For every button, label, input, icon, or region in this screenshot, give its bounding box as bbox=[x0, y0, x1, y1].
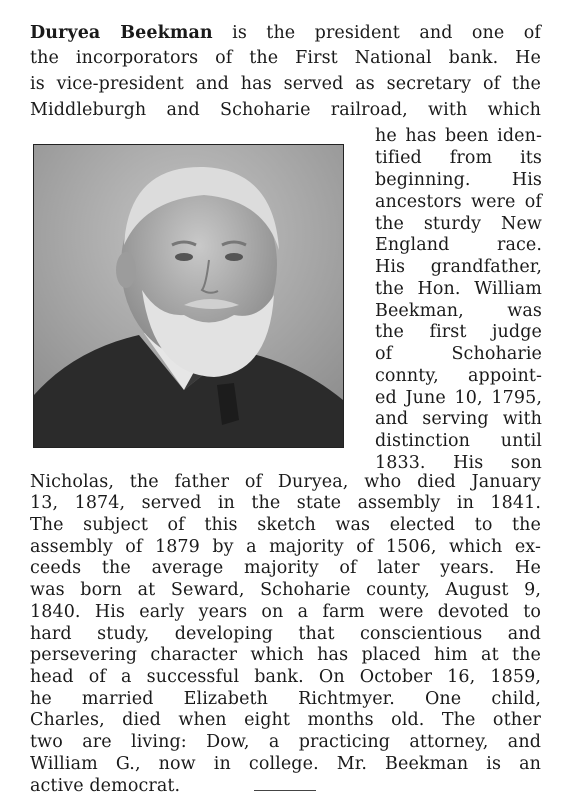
text-line-bottom-3: The subject of this sketch was elected to the bbox=[30, 515, 541, 535]
text-line-1-rest: is the president and one of bbox=[212, 23, 541, 43]
portrait-photo bbox=[33, 144, 344, 448]
side-text-line-9: Beekman, was bbox=[375, 301, 542, 321]
text-line-1 bbox=[30, 22, 541, 44]
text-line-bottom-10: head of a successful bank. On October 16, 1859, bbox=[30, 667, 541, 687]
side-text-line-5: the sturdy New bbox=[375, 214, 542, 234]
text-line-bottom-4: assembly of 1879 by a majority of 1506, which ex- bbox=[30, 537, 541, 557]
text-line-bottom-7: 1840. His early years on a farm were devoted to bbox=[30, 602, 541, 622]
side-text-line-16: 1833. His son bbox=[375, 453, 542, 473]
side-text-line-11: of Schoharie bbox=[375, 344, 542, 364]
text-line-4: Middleburgh and Schoharie railroad, with which bbox=[30, 100, 541, 120]
text-line-bottom-14: William G., now in college. Mr. Beekman is an bbox=[30, 754, 541, 774]
text-line-bottom-13: two are living: Dow, a practicing attorney, and bbox=[30, 732, 541, 752]
text-line-bottom-12: Charles, died when eight months old. The other bbox=[30, 710, 541, 730]
side-text-line-7: His grandfather, bbox=[375, 257, 542, 277]
section-divider bbox=[254, 790, 316, 791]
text-line-bottom-2: 13, 1874, served in the state assembly in 1841. bbox=[30, 493, 541, 513]
side-text-line-12: connty, appoint- bbox=[375, 366, 542, 386]
text-line-bottom-9: persevering character which has placed him at the bbox=[30, 645, 541, 665]
side-text-line-10: the first judge bbox=[375, 322, 542, 342]
text-line-bottom-6: was born at Seward, Schoharie county, August 9, bbox=[30, 580, 541, 600]
side-text-line-15: distinction until bbox=[375, 431, 542, 451]
side-text-line-8: the Hon. William bbox=[375, 279, 542, 299]
text-line-bottom-15: active democrat. bbox=[30, 776, 181, 796]
side-text-line-3: beginning. His bbox=[375, 170, 542, 190]
side-text-line-1: he has been iden- bbox=[375, 126, 542, 146]
side-text-line-14: and serving with bbox=[375, 409, 542, 429]
subject-name: Duryea Beekman bbox=[30, 23, 213, 43]
text-line-bottom-1: Nicholas, the father of Duryea, who died January bbox=[30, 472, 541, 492]
text-line-bottom-8: hard study, developing that conscientious and bbox=[30, 624, 541, 644]
text-line-2: the incorporators of the First National bank. He bbox=[30, 48, 541, 68]
text-line-bottom-11: he married Elizabeth Richtmyer. One child, bbox=[30, 689, 541, 709]
side-text-line-2: tified from its bbox=[375, 148, 542, 168]
side-text-line-4: ancestors were of bbox=[375, 192, 542, 212]
text-line-bottom-5: ceeds the average majority of later years. He bbox=[30, 558, 541, 578]
portrait-illustration bbox=[34, 145, 343, 447]
side-text-line-6: England race. bbox=[375, 235, 542, 255]
text-line-3: is vice-president and has served as secretary of the bbox=[30, 74, 541, 94]
side-text-line-13: ed June 10, 1795, bbox=[375, 388, 542, 408]
